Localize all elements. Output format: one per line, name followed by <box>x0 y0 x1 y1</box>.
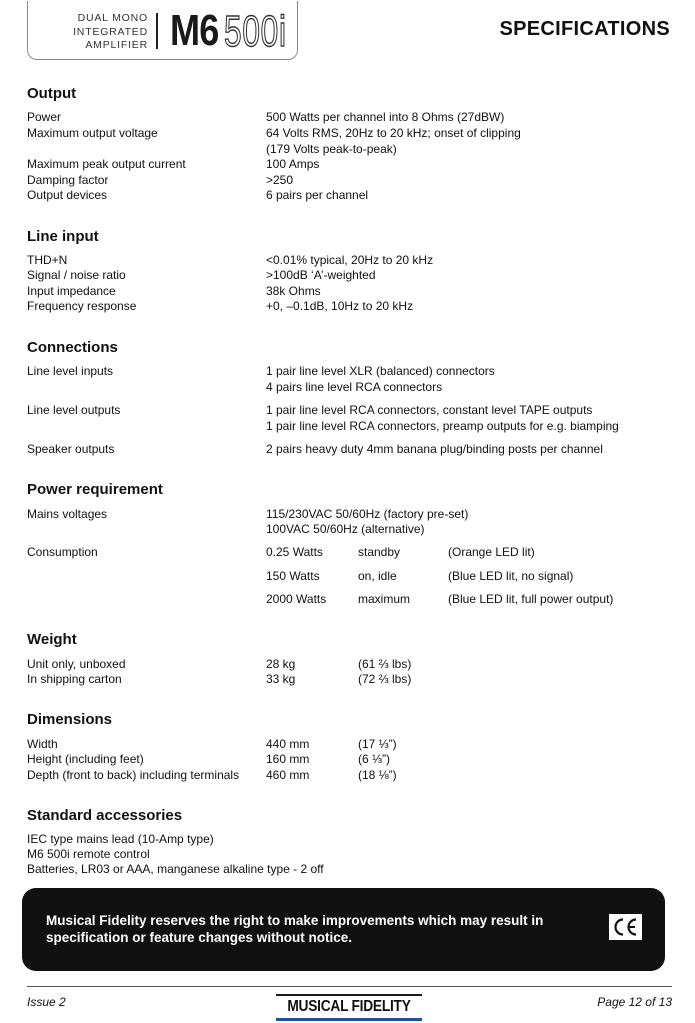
spec-value: 4 pairs line level RCA connectors <box>266 380 443 394</box>
spec-value: 1 pair line level XLR (balanced) connectors <box>266 364 495 378</box>
logo-divider <box>156 13 158 49</box>
spec-label: In shipping carton <box>27 672 122 686</box>
spec-label: Frequency response <box>27 299 137 313</box>
spec-imperial: (72 ⅔ lbs) <box>358 672 412 686</box>
notice-text: Musical Fidelity reserves the right to make improvements which may result in specification or feature changes without notice. <box>46 913 544 945</box>
spec-value: <0.01% typical, 20Hz to 20 kHz <box>266 253 434 267</box>
notice-box <box>22 888 665 971</box>
spec-label: Power <box>27 110 62 124</box>
spec-label: Output devices <box>27 188 108 202</box>
section-title-line-input: Line input <box>27 228 99 245</box>
spec-label: Maximum peak output current <box>27 157 186 171</box>
spec-value: (179 Volts peak-to-peak) <box>266 142 397 156</box>
spec-label: Line level inputs <box>27 364 114 378</box>
brand-underline <box>276 1018 422 1021</box>
logo-m6: M6 <box>170 6 219 55</box>
accessory-item: M6 500i remote control <box>27 847 150 861</box>
spec-mode: on, idle <box>358 569 397 583</box>
logo-subtitle <box>34 12 148 53</box>
spec-label: Height (including feet) <box>27 752 144 766</box>
spec-label: Maximum output voltage <box>27 126 158 140</box>
spec-label: THD+N <box>27 253 68 267</box>
spec-label: Speaker outputs <box>27 442 115 456</box>
section-title-connections: Connections <box>27 339 118 356</box>
accessory-item: Batteries, LR03 or AAA, manganese alkaline type - 2 off <box>27 862 324 876</box>
page-number: Page 12 of 13 <box>597 995 672 1009</box>
logo-sub-line: AMPLIFIER <box>85 39 148 51</box>
spec-value: >100dB ‘A’-weighted <box>266 268 376 282</box>
spec-imperial: (17 ⅓”) <box>358 737 397 751</box>
spec-value: 64 Volts RMS, 20Hz to 20 kHz; onset of clipping <box>266 126 521 140</box>
ce-mark-graphic <box>612 917 639 937</box>
logo-model-number: 500i <box>224 7 287 56</box>
spec-value: 33 kg <box>266 672 296 686</box>
spec-label: Signal / noise ratio <box>27 268 126 282</box>
spec-note: (Blue LED lit, full power output) <box>448 592 614 606</box>
spec-label: Line level outputs <box>27 403 121 417</box>
spec-value: +0, –0.1dB, 10Hz to 20 kHz <box>266 299 414 313</box>
section-title-power-requirement: Power requirement <box>27 481 163 498</box>
spec-label: Consumption <box>27 545 98 559</box>
spec-value: 6 pairs per channel <box>266 188 369 202</box>
spec-value: 1 pair line level RCA connectors, preamp outputs for e.g. biamping <box>266 419 619 433</box>
spec-value: 460 mm <box>266 768 310 782</box>
spec-label: Mains voltages <box>27 507 108 521</box>
spec-note: (Orange LED lit) <box>448 545 535 559</box>
spec-value: 500 Watts per channel into 8 Ohms (27dBW) <box>266 110 505 124</box>
spec-value: 28 kg <box>266 657 296 671</box>
spec-imperial: (18 ⅛”) <box>358 768 397 782</box>
spec-label: Input impedance <box>27 284 116 298</box>
spec-imperial: (6 ⅓”) <box>358 752 391 766</box>
spec-value: 150 Watts <box>266 569 320 583</box>
spec-value: 38k Ohms <box>266 284 321 298</box>
logo-sub-line: INTEGRATED <box>73 25 148 38</box>
spec-label: Unit only, unboxed <box>27 657 126 671</box>
spec-value: 1 pair line level RCA connectors, constant level TAPE outputs <box>266 403 593 417</box>
spec-imperial: (61 ⅔ lbs) <box>358 657 412 671</box>
spec-value: >250 <box>266 173 294 187</box>
section-title-output: Output <box>27 85 77 102</box>
section-title-dimensions: Dimensions <box>27 711 113 728</box>
section-title-accessories: Standard accessories <box>27 807 183 824</box>
spec-label: Width <box>27 737 58 751</box>
product-logo <box>27 1 298 60</box>
spec-note: (Blue LED lit, no signal) <box>448 569 574 583</box>
spec-value: 440 mm <box>266 737 310 751</box>
accessory-item: IEC type mains lead (10-Amp type) <box>27 832 214 846</box>
spec-value: 2000 Watts <box>266 592 327 606</box>
spec-label: Depth (front to back) including terminals <box>27 768 240 782</box>
spec-label: Damping factor <box>27 173 109 187</box>
spec-mode: standby <box>358 545 401 559</box>
ce-mark-icon <box>609 914 642 940</box>
page-title: SPECIFICATIONS <box>499 18 670 40</box>
spec-mode: maximum <box>358 592 411 606</box>
brand-name: MUSICAL FIDELITY <box>287 998 411 1015</box>
spec-value: 100VAC 50/60Hz (alternative) <box>266 522 425 536</box>
spec-value: 2 pairs heavy duty 4mm banana plug/binding posts per channel <box>266 442 603 456</box>
logo-sub-line: DUAL MONO <box>77 12 148 24</box>
spec-value: 115/230VAC 50/60Hz (factory pre-set) <box>266 507 469 521</box>
spec-value: 0.25 Watts <box>266 545 323 559</box>
footer-divider <box>27 986 672 987</box>
brand-logo <box>276 994 422 1021</box>
spec-value: 160 mm <box>266 752 310 766</box>
issue-number: Issue 2 <box>27 995 66 1009</box>
spec-value: 100 Amps <box>266 157 320 171</box>
section-title-weight: Weight <box>27 631 77 648</box>
